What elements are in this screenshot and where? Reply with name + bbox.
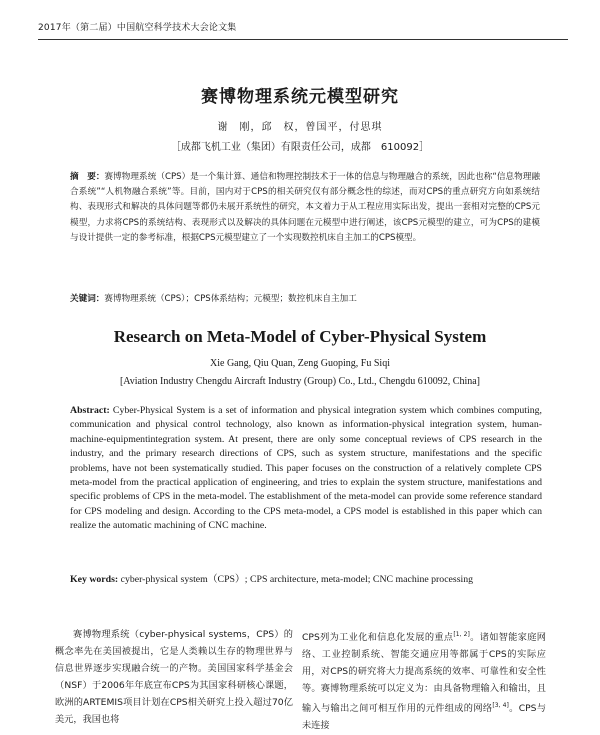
english-abstract-label: Abstract:	[70, 405, 110, 416]
body-right-text-3: 。CPS与未连接	[302, 703, 546, 732]
body-column-left: 赛博物理系统（cyber-physical systems，CPS）的概念率先在美国被提出，它是人类赖以生存的物理世界与信息世界逐步实现融合统一的产物。美国国家科学基金会（NSF）于2006年年底宣布CPS为其国家科研核心课题，欧洲的ARTEMIS项目计划在CPS相关研究上投入超过70亿美元，我国也将	[55, 629, 293, 725]
running-head: 2017年（第二届）中国航空科学技术大会论文集	[38, 20, 568, 40]
body-column-right	[302, 626, 546, 734]
chinese-affiliation: ［成都飞机工业（集团）有限责任公司，成都 610092］	[170, 142, 430, 153]
chinese-title: 赛博物理系统元模型研究	[201, 87, 399, 107]
citation-1-2: [1, 2]	[453, 631, 470, 638]
english-affiliation: [Aviation Industry Chengdu Aircraft Industry (Group) Co., Ltd., Chengdu 610092, China]	[119, 376, 481, 387]
body-right-text-2: 。诸如智能家庭网络、工业控制系统、智能交通应用等都属于CPS的实际应用，对CPS的研究将大力提高系统的效率、可靠性和安全性等。赛博物理系统可以定义为：由具备物理输入和输出，且输入与输出之间可相互作用的元件组成的网络	[302, 632, 546, 715]
english-abstract	[70, 404, 542, 534]
english-keywords-text: cyber-physical system（CPS）; CPS architecture, meta-model; CNC machine processing	[120, 574, 474, 585]
chinese-keywords-text: 赛博物理系统（CPS）；CPS体系结构；元模型；数控机床自主加工	[104, 294, 357, 304]
english-title: Research on Meta-Model of Cyber-Physical System	[113, 327, 487, 346]
chinese-keywords-label: 关键词：	[70, 294, 105, 304]
english-authors: Xie Gang, Qiu Quan, Zeng Guoping, Fu Siqi	[210, 358, 390, 369]
english-abstract-text: Cyber-Physical System is a set of information and physical integration system which combines computing, communication and physical control technology, also known as information-physical integration system, human-machine-equipmentintegration system. At present, there are only some conceptual reviews of CPS research in the industry, and the primary research directions of CPS, such as system structure, manifestations and the specific problems, have not been systematically studied. This paper focuses on the construction of a relatively complete CPS meta-model from the practical application of engineering, and tries to explain the system structure, manifestations and specific problems of CPS in the meta-model. The establishment of the meta-model can provide some reference standard for CPS modeling and design. According to the CPS meta-model, a CPS model is established in this paper which can realize the automatic machining of CNC machine.	[70, 405, 542, 532]
citation-3-4: [3, 4]	[492, 702, 509, 710]
chinese-authors: 谢 刚，邱 权，曾国平，付思琪	[217, 122, 383, 133]
english-keywords	[70, 573, 542, 587]
body-right-text-1: CPS列为工业化和信息化发展的重点	[302, 632, 454, 644]
english-keywords-label: Key words:	[70, 574, 119, 585]
chinese-abstract	[70, 170, 540, 246]
chinese-abstract-text: 赛博物理系统（CPS）是一个集计算、通信和物理控制技术于一体的信息与物理融合的系统，因此也称“信息物理融合系统”“人机物融合系统”等。目前，国内对于CPS的相关研究仅有部分概念性的综述，而对CPS的重点研究方向如系统结构、表现形式和解决的具体问题等都仍未展开系统性的研究，本文着力于从工程应用实际出发，提出一套相对完整的CPS元模型，力求将CPS的系统结构、表现形式以及解决的具体问题在元模型中进行阐述，该CPS元模型的建立，可为CPS的建模与设计提供一定的参考标准，根据CPS元模型建立了一个实现数控机床自主加工的CPS模型。	[70, 172, 540, 243]
chinese-keywords	[70, 292, 540, 306]
chinese-abstract-label: 摘 要：	[70, 172, 105, 182]
